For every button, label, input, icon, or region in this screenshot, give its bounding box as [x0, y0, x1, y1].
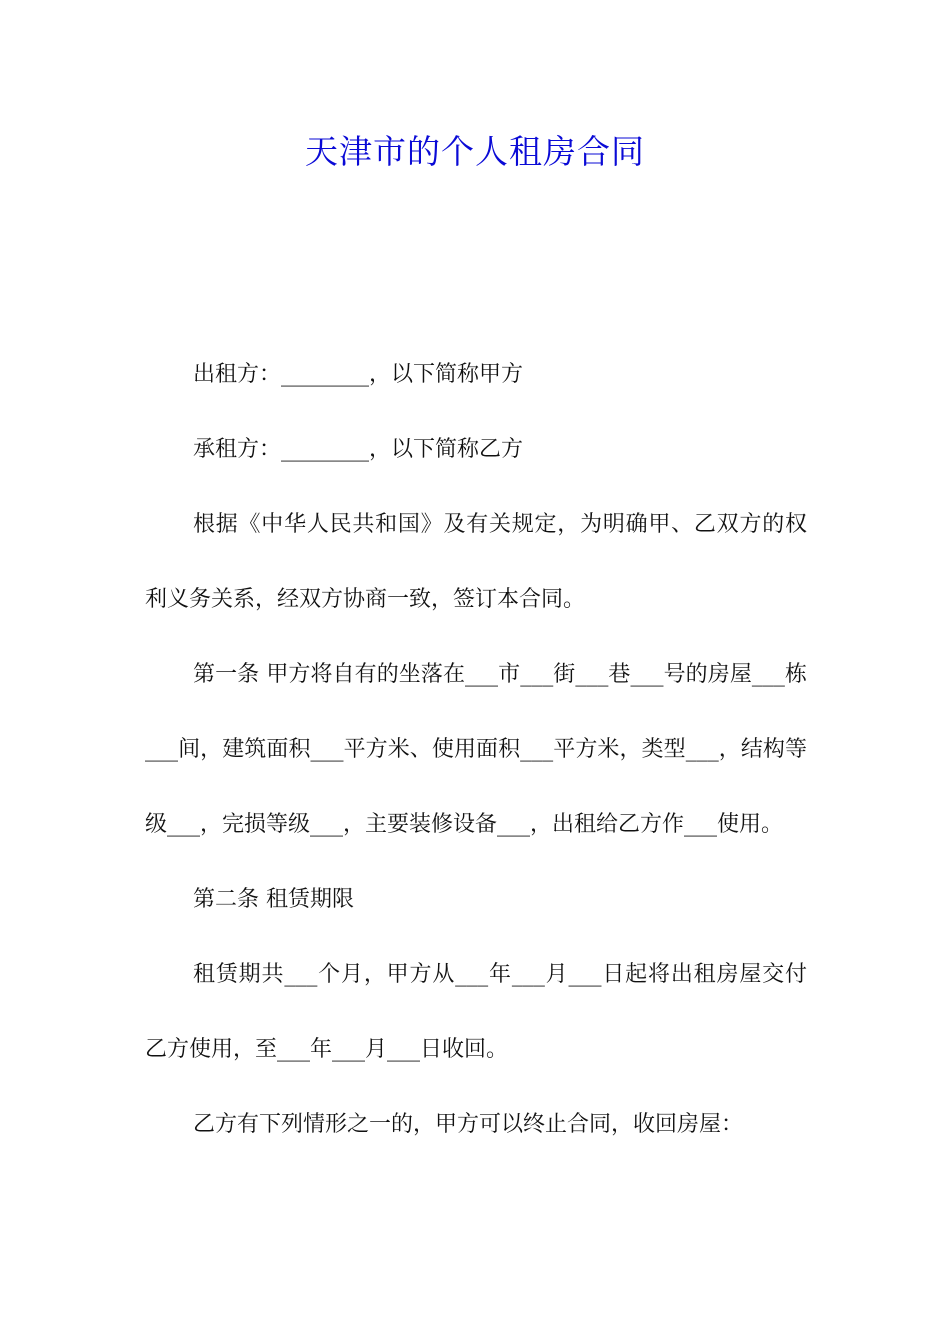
paragraph-termination-conditions: 乙方有下列情形之一的，甲方可以终止合同，收回房屋： — [193, 1112, 744, 1137]
paragraph-lessor: 出租方：________，以下简称甲方 — [193, 362, 524, 387]
document-body — [145, 337, 807, 1162]
paragraph-article-2-heading: 第二条 租赁期限 — [193, 887, 354, 912]
paragraph-lessee: 承租方：________，以下简称乙方 — [193, 437, 524, 462]
paragraph-preamble: 根据《中华人民共和国》及有关规定，为明确甲、乙双方的权利义务关系，经双方协商一致，签订本合同。 — [145, 512, 807, 612]
paragraph-lease-term: 租赁期共___个月，甲方从___年___月___日起将出租房屋交付乙方使用，至___年___月___日收回。 — [145, 962, 807, 1062]
paragraph-article-1: 第一条 甲方将自有的坐落在___市___街___巷___号的房屋___栋___间，建筑面积___平方米、使用面积___平方米，类型___，结构等级___，完损等级___，主要装修设备___，出租给乙方作___使用。 — [145, 662, 807, 837]
document-title: 天津市的个人租房合同 — [305, 132, 645, 171]
